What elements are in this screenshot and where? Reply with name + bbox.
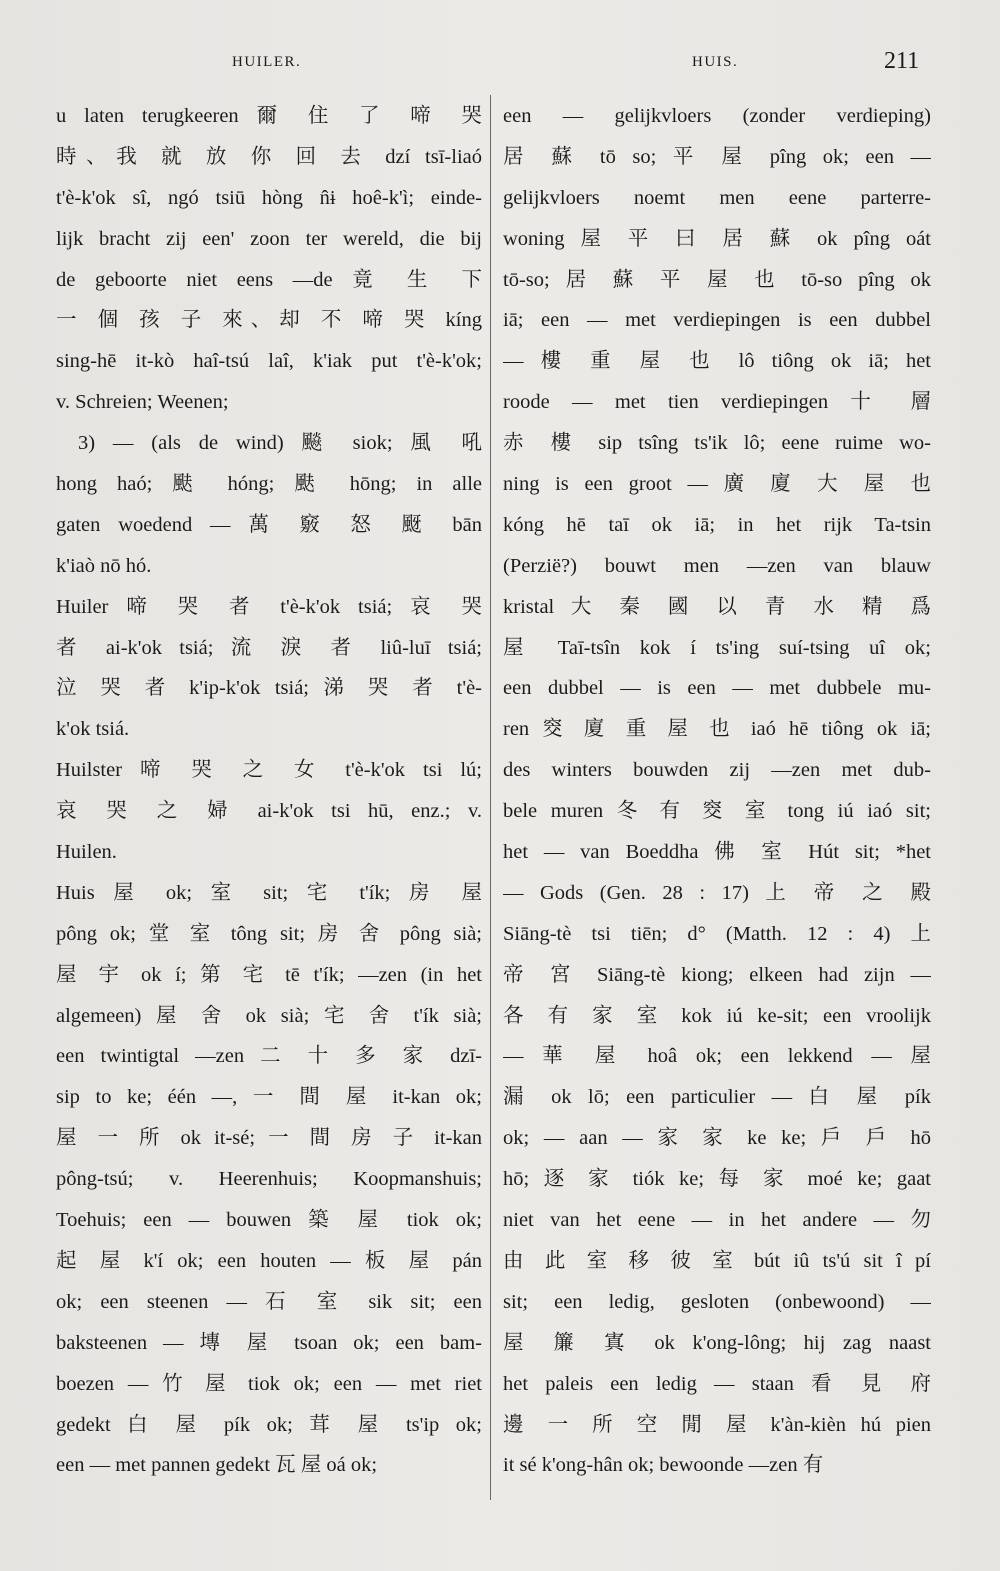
text-line: — Gods (Gen. 28 : 17) 上 帝 之 殿 (503, 881, 931, 904)
text-line: een — gelijkvloers (zonder verdieping) (503, 105, 931, 127)
text-line: (Perzië?) bouwt men —zen van blauw (503, 554, 931, 577)
text-line: gaten woedend — 萬 竅 怒 颬 bān (56, 513, 482, 536)
text-line: ren 窔 廈 重 屋 也 iaó hē tiông ok iā; (503, 718, 931, 741)
text-line: 居 蘇 tō so; 平 屋 pîng ok; een — (503, 145, 931, 168)
text-line: een twintigtal —zen 二 十 多 家 dzī- (56, 1045, 482, 1068)
text-line: 3) — (als de wind) 飈 siok; 風 吼 (78, 432, 482, 455)
text-line: pông ok; 堂 室 tông sit; 房 舍 pông sià; (56, 922, 482, 945)
text-line: ok; — aan — 家 家 ke ke; 戶 戶 hō (503, 1127, 931, 1150)
header-right-guide-word: HUIS. (692, 54, 739, 70)
text-line: baksteenen — 塼 屋 tsoan ok; een bam- (56, 1331, 482, 1354)
text-line: sing-hē it-kò haî-tsú laî, k'iak put t'è-k'ok; (56, 350, 482, 373)
running-header (0, 48, 1000, 88)
text-line: Toehuis; een — bouwen 築 屋 tiok ok; (56, 1209, 482, 1232)
column-divider (490, 95, 491, 1500)
text-line: de geboorte niet eens —de 竟 生 下 (56, 268, 482, 291)
text-line: v. Schreien; Weenen; (56, 391, 229, 414)
text-line: 起 屋 k'í ok; een houten — 板 屋 pán (56, 1249, 482, 1272)
text-line: 泣 哭 者 k'ip-k'ok tsiá; 涕 哭 者 t'è- (56, 677, 482, 700)
text-line: Siāng-tè tsi tiēn; d° (Matth. 12 : 4) 上 (503, 922, 931, 945)
text-line: ning is een groot — 廣 廈 大 屋 也 (503, 473, 931, 496)
text-line: it sé k'ong-hân ok; bewoonde —zen 有 (503, 1454, 824, 1477)
text-line: gelijkvloers noemt men eene parterre- (503, 186, 931, 209)
text-line: 赤 樓 sip tsîng ts'ik lô; eene ruime wo- (503, 432, 931, 455)
text-line: 帝 宮 Siāng-tè kiong; elkeen had zijn — (503, 963, 931, 986)
text-line: sip to ke; één —, 一 間 屋 it-kan ok; (56, 1086, 482, 1109)
text-line: het — van Boeddha 佛 室 Hút sit; *het (503, 841, 931, 864)
text-line: sit; een ledig, gesloten (onbewoond) — (503, 1290, 931, 1313)
text-line: algemeen) 屋 舍 ok sià; 宅 舍 t'ík sià; (56, 1004, 482, 1027)
text-line: u laten terugkeeren 爾 住 了 啼 哭 (56, 105, 482, 127)
text-line: hō; 逐 家 tiók ke; 每 家 moé ke; gaat (503, 1168, 931, 1191)
text-line: een — met pannen gedekt 瓦 屋 oá ok; (56, 1454, 378, 1477)
text-line: 哀 哭 之 婦 ai-k'ok tsi hū, enz.; v. (56, 800, 482, 823)
text-line: woning 屋 平 曰 居 蘇 ok pîng oát (503, 227, 931, 250)
text-line: k'ok tsiá. (56, 718, 130, 741)
text-line: 時、我 就 放 你 回 去 dzí tsī-liaó (56, 145, 482, 168)
text-line: lijk bracht zij een' zoon ter wereld, die bij (56, 227, 482, 250)
text-line: boezen — 竹 屋 tiok ok; een — met riet (56, 1372, 482, 1395)
text-line: kóng hē taī ok iā; in het rijk Ta-tsin (503, 513, 931, 536)
text-line: — 樓 重 屋 也 lô tiông ok iā; het (503, 350, 931, 373)
text-line: roode — met tien verdiepingen 十 層 (503, 391, 931, 414)
text-line: Huilster 啼 哭 之 女 t'è-k'ok tsi lú; (56, 759, 482, 782)
text-line: 屋 Taī-tsîn kok í ts'ing suí-tsing uî ok; (503, 636, 931, 659)
text-line: het paleis een ledig — staan 看 見 府 (503, 1372, 931, 1395)
text-line: 屋 簾 寘 ok k'ong-lông; hij zag naast (503, 1331, 931, 1354)
text-line: kristal 大 秦 國 以 青 水 精 爲 (503, 595, 931, 618)
text-line: 者 ai-k'ok tsiá; 流 淚 者 liû-luī tsiá; (56, 636, 482, 659)
text-line: tō-so; 居 蘇 平 屋 也 tō-so pîng ok (503, 268, 931, 291)
text-line: niet van het eene — in het andere — 勿 (503, 1209, 931, 1232)
text-line: des winters bouwden zij —zen met dub- (503, 759, 931, 782)
text-line: hong haó; 颫 hóng; 颫 hōng; in alle (56, 473, 482, 496)
right-column (503, 96, 931, 1501)
header-left-guide-word: HUILER. (232, 54, 302, 70)
text-line: 由 此 室 移 彼 室 bút iû ts'ú sit î pí (503, 1249, 931, 1272)
text-line: 漏 ok lō; een particulier — 白 屋 pík (503, 1086, 931, 1109)
text-line: 各 有 家 室 kok iú ke-sit; een vroolijk (503, 1004, 931, 1027)
text-line: Huis 屋 ok; 室 sit; 宅 t'ík; 房 屋 (56, 881, 482, 904)
text-line: bele muren 冬 有 窔 室 tong iú iaó sit; (503, 800, 931, 823)
text-line: gedekt 白 屋 pík ok; 茸 屋 ts'ip ok; (56, 1413, 482, 1436)
text-line: 屋 一 所 ok it-sé; 一 間 房 子 it-kan (56, 1127, 482, 1150)
text-line: 屋 宇 ok í; 第 宅 tē t'ík; —zen (in het (56, 963, 482, 986)
text-line: 一 個 孩 子 來、却 不 啼 哭 kíng (56, 309, 482, 332)
text-line: Huiler 啼 哭 者 t'è-k'ok tsiá; 哀 哭 (56, 595, 482, 618)
text-line: — 華 屋 hoâ ok; een lekkend — 屋 (503, 1045, 931, 1068)
left-column (56, 96, 482, 1501)
text-line: pông-tsú; v. Heerenhuis; Koopmanshuis; (56, 1168, 482, 1191)
text-line: ok; een steenen — 石 室 sik sit; een (56, 1290, 482, 1313)
text-line: k'iaò nō hó. (56, 554, 152, 577)
text-line: iā; een — met verdiepingen is een dubbel (503, 309, 931, 332)
text-line: een dubbel — is een — met dubbele mu- (503, 677, 931, 700)
text-line: 邊 一 所 空 閒 屋 k'àn-kièn hú pien (503, 1413, 931, 1436)
page-number: 211 (884, 48, 920, 74)
text-line: t'è-k'ok sî, ngó tsiū hòng n̂ɨ hoê-k'ì; einde- (56, 186, 482, 209)
text-line: Huilen. (56, 841, 117, 864)
